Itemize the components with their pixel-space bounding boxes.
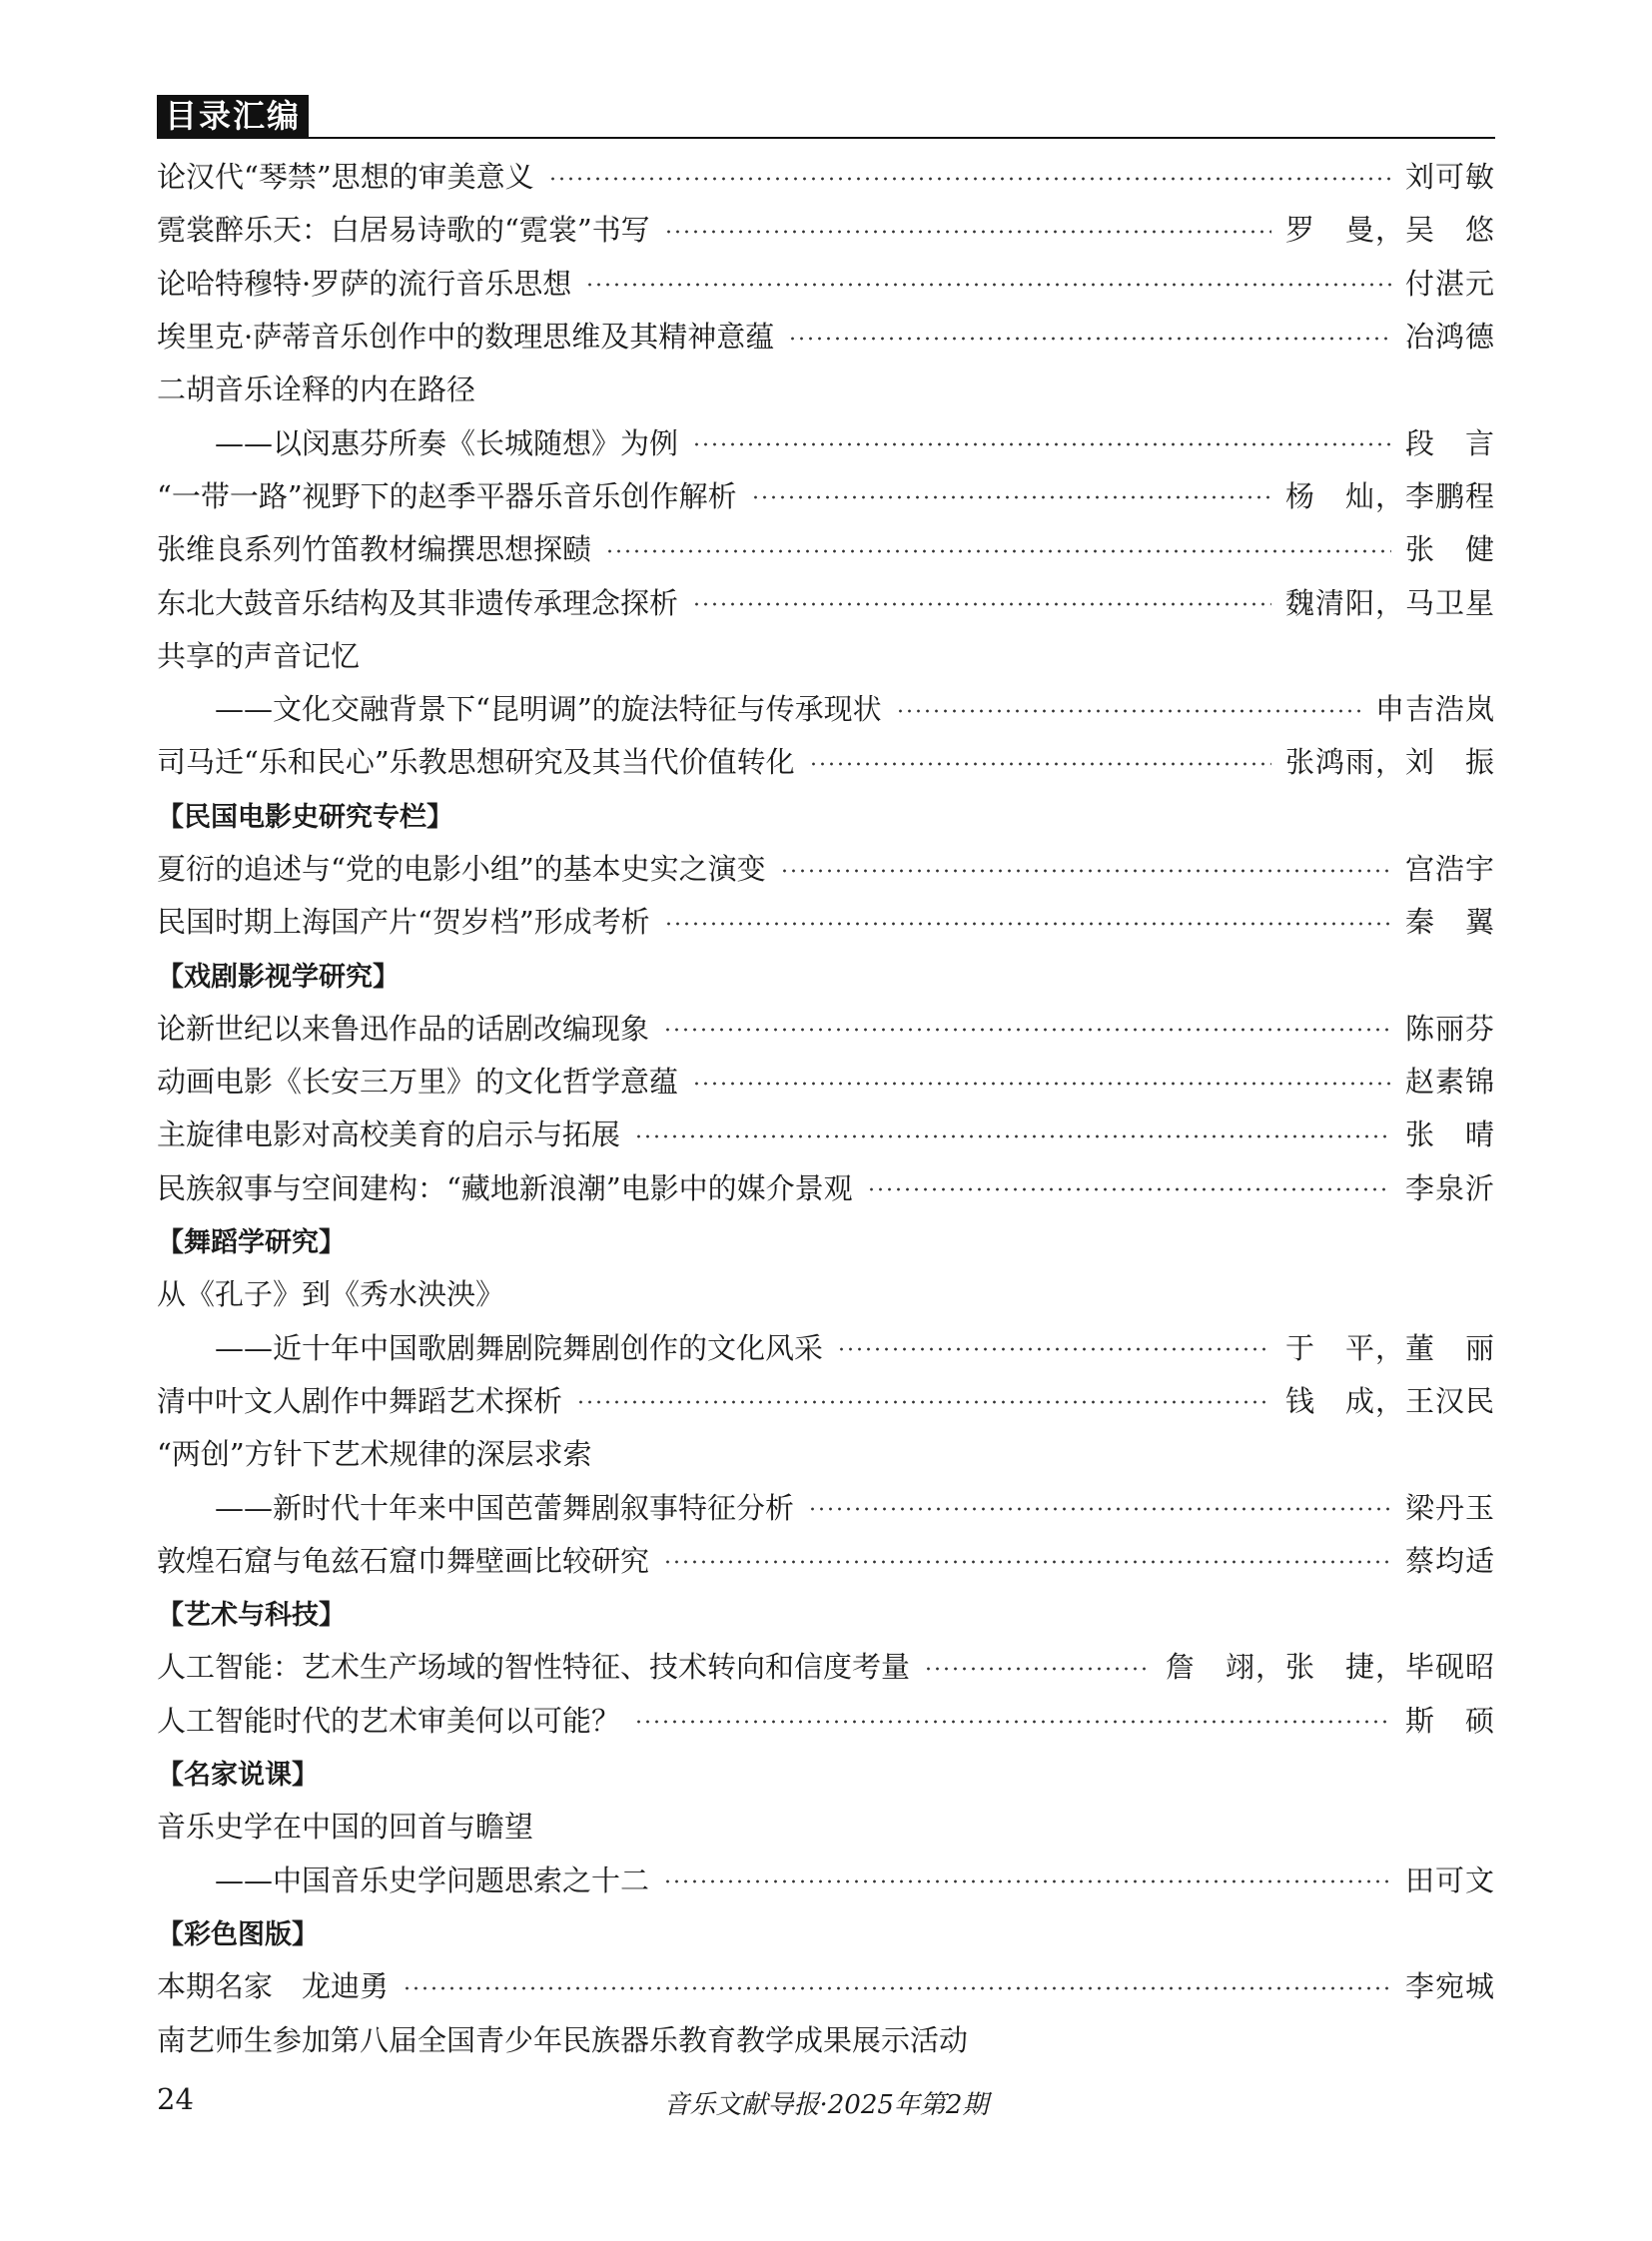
entry-author: 秦 翼 <box>1404 905 1495 940</box>
toc-entry <box>157 1639 1495 1692</box>
journal-name: 音乐文献导报·2025年第2期 <box>663 2090 989 2120</box>
entry-author: 李泉沂 <box>1404 1170 1495 1205</box>
toc-entry <box>157 1107 1495 1159</box>
toc-entry <box>157 1479 1495 1532</box>
section-heading <box>157 1905 1495 1958</box>
leader-dots <box>576 1400 1271 1404</box>
leader-dots <box>692 1082 1391 1086</box>
toc-entry <box>157 1320 1495 1373</box>
toc-entry <box>157 149 1495 202</box>
entry-author: 钱 成，王汉民 <box>1284 1383 1495 1418</box>
entry-author: 张鸿雨，刘 振 <box>1284 745 1495 780</box>
entry-title: 东北大鼓音乐结构及其非遗传承理念探析 <box>157 585 679 620</box>
entry-title: 埃里克·萨蒂音乐创作中的数理思维及其精神意蕴 <box>157 320 775 355</box>
toc-entry <box>157 681 1495 734</box>
entry-author: 魏清阳，马卫星 <box>1284 585 1495 620</box>
entry-author: 陈丽芬 <box>1404 1011 1495 1046</box>
section-heading <box>157 1213 1495 1266</box>
entry-title: 本期名家 龙迪勇 <box>157 1969 390 2004</box>
section-title: 【艺术与科技】 <box>157 1600 346 1632</box>
entry-title: 民国时期上海国产片“贺岁档”形成考析 <box>157 905 650 940</box>
leader-dots <box>548 177 1391 181</box>
entry-title: 南艺师生参加第八届全国青少年民族器乐教育教学成果展示活动 <box>157 2022 969 2057</box>
leader-dots <box>403 1986 1391 1990</box>
leader-dots <box>605 549 1391 553</box>
entry-author: 杨 灿，李鹏程 <box>1284 478 1495 513</box>
toc-entry <box>157 1266 1495 1319</box>
entry-author: 张 晴 <box>1404 1118 1495 1152</box>
entry-author: 田可文 <box>1404 1863 1495 1897</box>
toc-entry <box>157 309 1495 362</box>
entry-title: 从《孔子》到《秀水泱泱》 <box>157 1277 505 1312</box>
toc-entry <box>157 1426 1495 1479</box>
section-title: 【名家说课】 <box>157 1760 319 1792</box>
leader-dots <box>663 1879 1391 1883</box>
toc-entry <box>157 1853 1495 1905</box>
entry-author: 于 平，董 丽 <box>1284 1330 1495 1365</box>
leader-dots <box>664 922 1391 926</box>
toc-entry <box>157 628 1495 681</box>
entry-title: “两创”方针下艺术规律的深层求索 <box>157 1437 592 1472</box>
page-footer <box>157 2082 1495 2122</box>
leader-dots <box>634 1134 1391 1138</box>
entry-author: 詹 翊，张 捷，毕砚昭 <box>1165 1650 1495 1685</box>
leader-dots <box>837 1347 1271 1351</box>
toc-entry <box>157 2011 1495 2064</box>
toc-entry <box>157 1799 1495 1852</box>
entry-title: 清中叶文人剧作中舞蹈艺术探析 <box>157 1383 563 1418</box>
entry-title: 张维良系列竹笛教材编撰思想探赜 <box>157 532 592 567</box>
toc-entry <box>157 1958 1495 2011</box>
toc-entry <box>157 1054 1495 1107</box>
entry-title: 夏衍的追述与“党的电影小组”的基本史实之演变 <box>157 852 766 886</box>
entry-author: 张 健 <box>1404 532 1495 567</box>
section-heading <box>157 947 1495 1000</box>
section-title: 【戏剧影视学研究】 <box>157 961 400 993</box>
entry-title: 司马迁“乐和民心”乐教思想研究及其当代价值转化 <box>157 745 795 780</box>
entry-author: 赵素锦 <box>1404 1065 1495 1100</box>
entry-author: 段 言 <box>1404 425 1495 460</box>
entry-title: ——新时代十年来中国芭蕾舞剧叙事特征分析 <box>215 1490 795 1525</box>
leader-dots <box>780 869 1391 873</box>
entry-title: “一带一路”视野下的赵季平器乐音乐创作解析 <box>157 478 737 513</box>
entry-author: 罗 曼，吴 悠 <box>1284 213 1495 248</box>
toc-entry <box>157 574 1495 627</box>
entry-author: 宫浩宇 <box>1404 852 1495 886</box>
section-title: 【民国电影史研究专栏】 <box>157 801 453 833</box>
entry-author: 刘可敏 <box>1404 160 1495 195</box>
toc-entry <box>157 894 1495 947</box>
entry-title: ——近十年中国歌剧舞剧院舞剧创作的文化风采 <box>215 1330 824 1365</box>
page-number: 24 <box>157 2082 194 2116</box>
leader-dots <box>751 495 1271 499</box>
toc-entry <box>157 256 1495 309</box>
entry-title: 民族叙事与空间建构：“藏地新浪潮”电影中的媒介景观 <box>157 1170 853 1205</box>
toc-entry <box>157 1533 1495 1586</box>
entry-author: 冶鸿德 <box>1404 320 1495 355</box>
toc-entry <box>157 362 1495 414</box>
section-title: 【舞蹈学研究】 <box>157 1227 346 1259</box>
section-title: 【彩色图版】 <box>157 1918 319 1950</box>
header-title: 目录汇编 <box>157 95 309 137</box>
toc-entry <box>157 841 1495 894</box>
entry-author: 斯 硕 <box>1404 1703 1495 1738</box>
entry-title: 霓裳醉乐天：白居易诗歌的“霓裳”书写 <box>157 213 650 248</box>
toc-entry <box>157 734 1495 787</box>
entry-title: 论哈特穆特·罗萨的流行音乐思想 <box>157 266 572 301</box>
entry-title: 二胡音乐诠释的内在路径 <box>157 373 476 407</box>
entry-author: 蔡均适 <box>1404 1543 1495 1578</box>
leader-dots <box>809 762 1271 766</box>
entry-title: 敦煌石窟与龟兹石窟巾舞壁画比较研究 <box>157 1543 650 1578</box>
toc-entry <box>157 202 1495 255</box>
section-heading <box>157 1746 1495 1799</box>
entry-title: 音乐史学在中国的回首与瞻望 <box>157 1810 534 1845</box>
leader-dots <box>692 442 1391 446</box>
leader-dots <box>634 1720 1391 1724</box>
leader-dots <box>692 602 1271 606</box>
entry-author: 梁丹玉 <box>1404 1490 1495 1525</box>
section-header <box>157 95 1495 139</box>
leader-dots <box>924 1667 1152 1671</box>
entry-author: 李宛城 <box>1404 1969 1495 2004</box>
entry-title: 动画电影《长安三万里》的文化哲学意蕴 <box>157 1065 679 1100</box>
toc-entry <box>157 1693 1495 1746</box>
toc-entry <box>157 414 1495 467</box>
leader-dots <box>663 1028 1391 1032</box>
section-heading <box>157 1586 1495 1639</box>
leader-dots <box>788 337 1391 341</box>
entry-title: ——以闵惠芬所奏《长城随想》为例 <box>215 425 679 460</box>
leader-dots <box>664 230 1271 234</box>
entry-title: 论汉代“琴禁”思想的审美意义 <box>157 160 534 195</box>
table-of-contents <box>157 149 1495 2065</box>
entry-title: 人工智能：艺术生产场域的智性特征、技术转向和信度考量 <box>157 1650 911 1685</box>
entry-title: 论新世纪以来鲁迅作品的话剧改编现象 <box>157 1011 650 1046</box>
toc-entry <box>157 468 1495 521</box>
entry-title: 人工智能时代的艺术审美何以可能？ <box>157 1703 621 1738</box>
entry-title: 主旋律电影对高校美育的启示与拓展 <box>157 1118 621 1152</box>
entry-title: ——中国音乐史学问题思索之十二 <box>215 1863 650 1897</box>
leader-dots <box>896 709 1361 713</box>
toc-entry <box>157 1160 1495 1213</box>
toc-entry <box>157 521 1495 574</box>
section-heading <box>157 788 1495 841</box>
toc-entry <box>157 1001 1495 1054</box>
entry-title: 共享的声音记忆 <box>157 638 361 673</box>
entry-title: ——文化交融背景下“昆明调”的旋法特征与传承现状 <box>215 692 882 727</box>
leader-dots <box>585 283 1391 287</box>
leader-dots <box>867 1187 1391 1191</box>
entry-author: 申吉浩岚 <box>1374 692 1495 727</box>
header-rule <box>157 137 1495 139</box>
leader-dots <box>808 1507 1391 1511</box>
leader-dots <box>663 1560 1391 1564</box>
entry-author: 付湛元 <box>1404 266 1495 301</box>
toc-entry <box>157 1373 1495 1426</box>
